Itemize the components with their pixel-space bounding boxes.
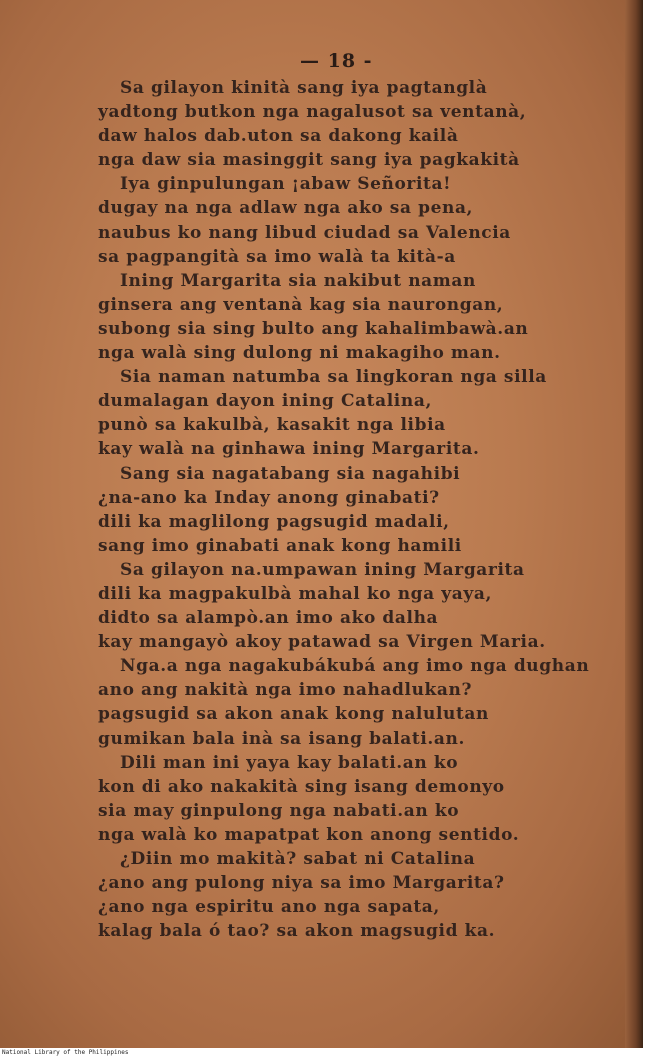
text-line: kay mangayò akoy patawad sa Virgen Maria. (98, 632, 546, 653)
footer-credit: National Library of the Philippines (2, 1049, 129, 1056)
text-line: ¿na-ano ka Inday anong ginabati? (98, 487, 440, 508)
text-line: sia may ginpulong nga nabati.an ko (98, 800, 460, 821)
text-line: dili ka magpakulbà mahal ko nga yaya, (98, 583, 492, 604)
page-number: — 18 - (300, 50, 373, 72)
text-line: daw halos dab.uton sa dakong kailà (98, 126, 459, 147)
text-line: Iya ginpulungan ¡abaw Señorita! (120, 174, 452, 195)
text-line: nga daw sia masinggit sang iya pagkakità (98, 150, 520, 171)
text-line: didto sa alampò.an imo ako dalha (98, 608, 439, 629)
poem-text-block (98, 76, 598, 943)
text-line: pagsugid sa akon anak kong nalulutan (98, 704, 489, 725)
text-line: kalag bala ó tao? sa akon magsugid ka. (98, 921, 496, 942)
text-line: punò sa kakulbà, kasakit nga libia (98, 415, 446, 436)
text-line: yadtong butkon nga nagalusot sa ventanà, (98, 102, 527, 123)
text-line: Ining Margarita sia nakibut naman (120, 270, 476, 291)
text-line: nga walà ko mapatpat kon anong sentido. (98, 824, 520, 845)
text-line: Dili man ini yaya kay balati.an ko (120, 752, 459, 773)
text-line: Nga.a nga nagakubákubá ang imo nga dughan (120, 656, 590, 677)
text-line: dugay na nga adlaw nga ako sa pena, (98, 198, 474, 219)
text-line: naubus ko nang libud ciudad sa Valencia (98, 222, 511, 243)
text-line: nga walà sing dulong ni makagiho man. (98, 343, 501, 364)
text-line: sang imo ginabati anak kong hamili (98, 535, 462, 556)
text-line: sa pagpangità sa imo walà ta kità-a (98, 246, 456, 267)
text-line: gumikan bala inà sa isang balati.an. (98, 728, 466, 749)
text-line: ¿ano ang pulong niya sa imo Margarita? (98, 873, 505, 894)
text-line: Sa gilayon na.umpawan ining Margarita (120, 559, 525, 580)
text-line: kay walà na ginhawa ining Margarita. (98, 439, 480, 460)
text-line: ginsera ang ventanà kag sia naurongan, (98, 294, 504, 315)
text-line: Sang sia nagatabang sia nagahibi (120, 463, 461, 484)
text-line: Sia naman natumba sa lingkoran nga silla (120, 367, 547, 388)
text-line: ano ang nakità nga imo nahadlukan? (98, 680, 473, 701)
text-line: Sa gilayon kinità sang iya pagtanglà (120, 78, 488, 98)
page-spine-edge (625, 0, 643, 1048)
text-line: ¿Diin mo makità? sabat ni Catalina (120, 849, 476, 869)
footer-bar (0, 1048, 659, 1058)
text-line: subong sia sing bulto ang kahalimbawà.an (98, 318, 529, 339)
text-line: kon di ako nakakità sing isang demonyo (98, 776, 505, 797)
text-line: dumalagan dayon ining Catalina, (98, 391, 432, 412)
text-line: ¿ano nga espiritu ano nga sapata, (98, 897, 440, 918)
text-line: dili ka maglilong pagsugid madali, (98, 511, 450, 532)
